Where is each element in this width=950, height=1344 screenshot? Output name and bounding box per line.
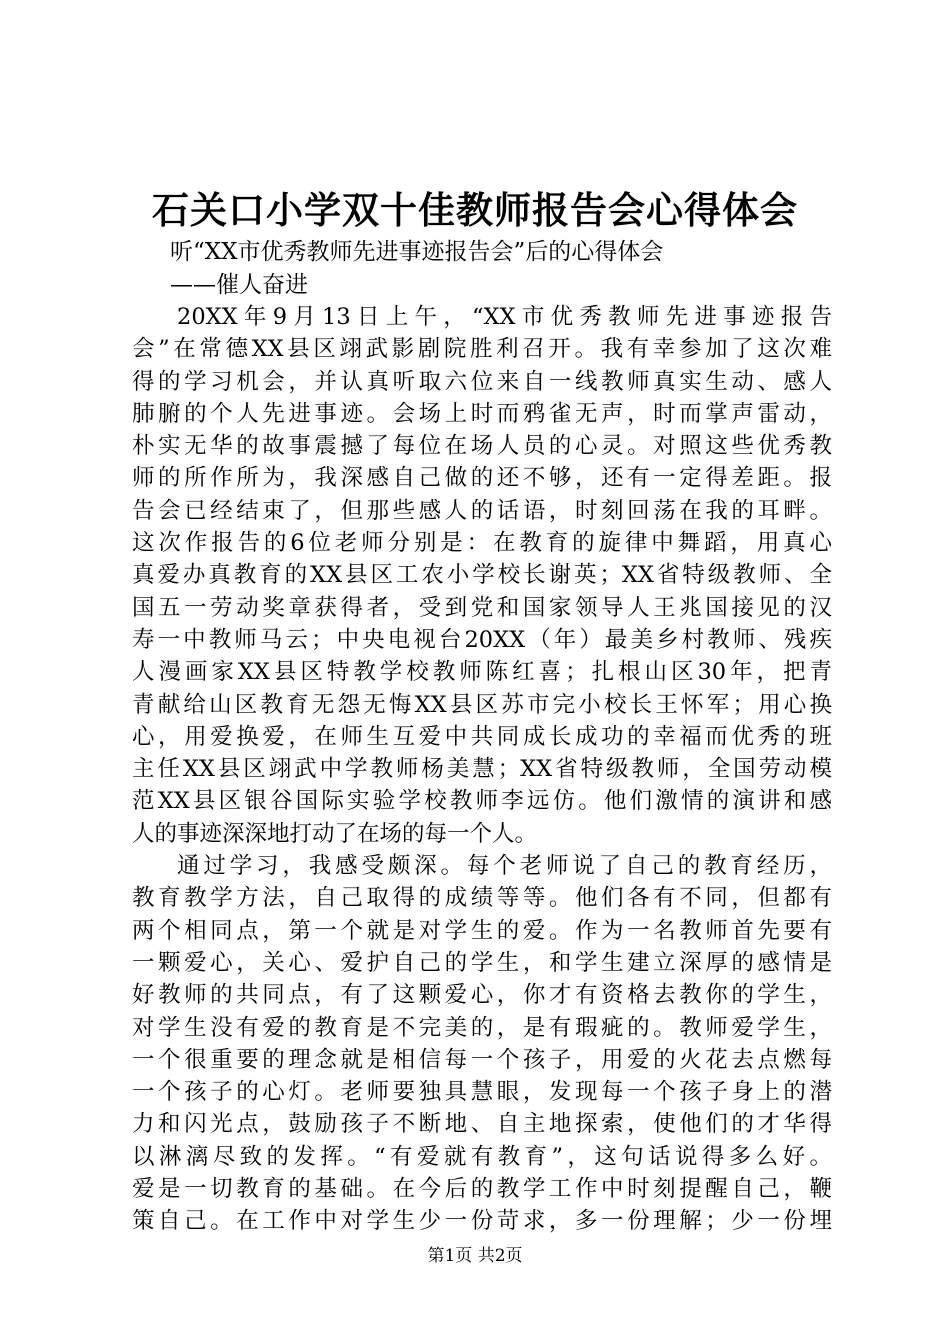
paragraph-line: 爱是一切教育的基础。在今后的教学工作中时刻提醒自己，鞭 xyxy=(132,1176,832,1203)
paragraph-line: 国五一劳动奖章获得者，受到党和国家领导人王兆国接见的汉 xyxy=(132,594,832,621)
document-title: 石关口小学双十佳教师报告会心得体会 xyxy=(152,188,798,232)
paragraph-line: 一颗爱心，关心、爱护自己的学生，和学生建立深厚的感情是 xyxy=(132,949,832,976)
document-subtitle: 听“XX市优秀教师先进事迹报告会”后的心得体会 xyxy=(170,239,664,265)
paragraph-line: 一个很重要的理念就是相信每一个孩子，用爱的火花去点燃每 xyxy=(132,1046,832,1073)
paragraph-line: 对学生没有爱的教育是不完美的，是有瑕疵的。教师爱学生， xyxy=(132,1014,832,1041)
paragraph-line: 寿一中教师马云；中央电视台20XX（年）最美乡村教师、残疾 xyxy=(132,626,832,653)
paragraph-line: 好教师的共同点，有了这颗爱心，你才有资格去教你的学生， xyxy=(132,982,832,1009)
paragraph-line: 一个孩子的心灯。老师要独具慧眼，发现每一个孩子身上的潜 xyxy=(132,1079,832,1106)
paragraph-1 xyxy=(132,301,832,850)
paragraph-line: 教育教学方法，自己取得的成绩等等。他们各有不同，但都有 xyxy=(132,885,832,912)
paragraph-2 xyxy=(132,850,832,1238)
paragraph-line: 以淋漓尽致的发挥。“有爱就有教育”，这句话说得多么好。 xyxy=(132,1143,832,1170)
paragraph-line: 人的事迹深深地打动了在场的每一个人。 xyxy=(132,820,538,847)
paragraph-line: 策自己。在工作中对学生少一份苛求，多一份理解；少一份埋 xyxy=(132,1208,832,1235)
paragraph-line: 人漫画家XX县区特教学校教师陈红喜；扎根山区30年，把青 xyxy=(132,659,832,686)
paragraph-line: 得的学习机会，并认真听取六位来自一线教师真实生动、感人 xyxy=(132,368,832,395)
paragraph-line: 心，用爱换爱，在师生互爱中共同成长成功的幸福而优秀的班 xyxy=(132,723,832,750)
document-body xyxy=(132,301,832,1238)
paragraph-line: 真爱办真教育的XX县区工农小学校长谢英；XX省特级教师、全 xyxy=(132,562,832,589)
paragraph-line: 力和闪光点，鼓励孩子不断地、自主地探索，使他们的才华得 xyxy=(132,1111,832,1138)
paragraph-line: 20XX年9月13日上午，“XX市优秀教师先进事迹报告 xyxy=(177,304,832,330)
paragraph-line: 通过学习，我感受颇深。每个老师说了自己的教育经历， xyxy=(177,853,832,880)
paragraph-line: 两个相同点，第一个就是对学生的爱。作为一名教师首先要有 xyxy=(132,917,832,944)
paragraph-line: 青献给山区教育无怨无悔XX县区苏市完小校长王怀军；用心换 xyxy=(132,691,832,718)
page-number-footer: 第1页 共2页 xyxy=(427,1246,523,1266)
paragraph-line: 肺腑的个人先进事迹。会场上时而鸦雀无声，时而掌声雷动， xyxy=(132,400,832,427)
paragraph-line: 这次作报告的6位老师分别是：在教育的旋律中舞蹈，用真心 xyxy=(132,530,832,557)
document-subtitle-tagline: ——催人奋进 xyxy=(170,272,308,298)
paragraph-line: 范XX县区银谷国际实验学校教师李远仿。他们激情的演讲和感 xyxy=(132,788,832,815)
paragraph-line: 告会已经结束了，但那些感人的话语，时刻回荡在我的耳畔。 xyxy=(132,497,832,524)
paragraph-line: 朴实无华的故事震撼了每位在场人员的心灵。对照这些优秀教 xyxy=(132,433,832,460)
paragraph-line: 会”在常德XX县区翊武影剧院胜利召开。我有幸参加了这次难 xyxy=(132,336,832,363)
paragraph-line: 师的所作所为，我深感自己做的还不够，还有一定得差距。报 xyxy=(132,465,832,492)
paragraph-line: 主任XX县区翊武中学教师杨美慧；XX省特级教师，全国劳动模 xyxy=(132,756,832,783)
